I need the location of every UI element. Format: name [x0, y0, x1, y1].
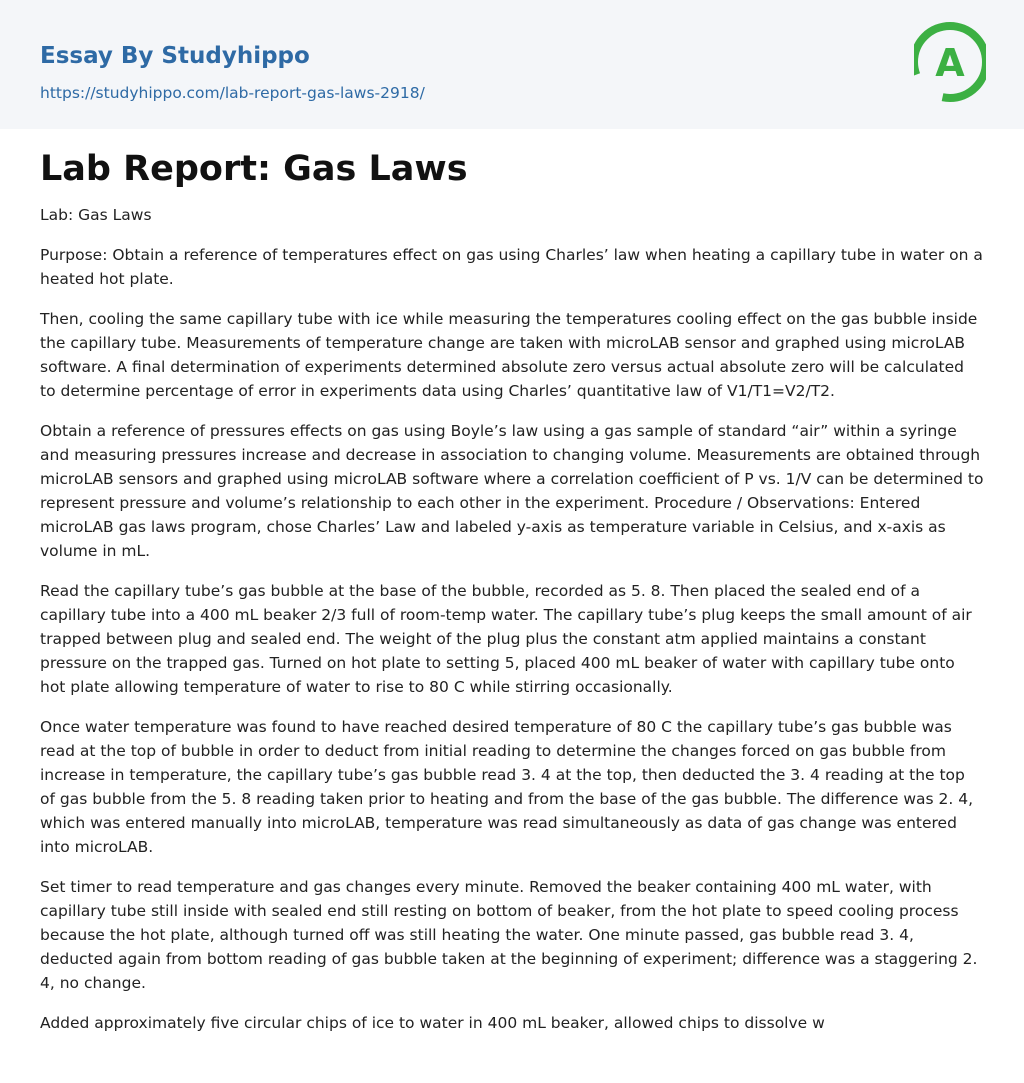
article-body [0, 129, 1024, 1035]
paragraph-timer: Set timer to read temperature and gas changes every minute. Removed the beaker containing 400 mL water, with capillary tube still inside with sealed end still resting on bottom of beaker, from the hot plate to speed cooling process because the hot plate, although turned off was still heating the water. One minute passed, gas bubble read 3. 4, deducted again from bottom reading of gas bubble taken at the beginning of experiment; difference was a staggering 2. 4, no change. [40, 878, 978, 992]
paragraph-boyles-law: Obtain a reference of pressures effects on gas using Boyle’s law using a gas sample of standard “air” within a syringe and measuring pressures increase and decrease in association to changing volume. Measurements are obtained through microLAB sensors and graphed using microLAB software where a correlation coefficient of P vs. 1/V can be determined to represent pressure and volume’s relationship to each other in the experiment. Procedure / Observations: Entered microLAB gas laws program, chose Charles’ Law and labeled y-axis as temperature variable in Celsius, and x-axis as volume in mL. [40, 422, 984, 560]
paragraph-purpose: Purpose: Obtain a reference of temperatures effect on gas using Charles’ law when heating a capillary tube in water on a heated hot plate. [40, 246, 983, 288]
source-url-link[interactable]: https://studyhippo.com/lab-report-gas-laws-2918/ [40, 84, 425, 102]
article-subtitle: Lab: Gas Laws [40, 206, 152, 224]
page-title: Lab Report: Gas Laws [40, 149, 468, 189]
paragraph-cooling: Then, cooling the same capillary tube with ice while measuring the temperatures cooling effect on the gas bubble inside the capillary tube. Measurements of temperature change are taken with microLAB sensor and graphed using microLAB software. A final determination of experiments determined absolute zero versus actual absolute zero will be calculated to determine percentage of error in experiments data using Charles’ quantitative law of V1/T1=V2/T2. [40, 310, 978, 400]
paragraph-capillary-tube: Read the capillary tube’s gas bubble at the base of the bubble, recorded as 5. 8. Then placed the sealed end of a capillary tube into a 400 mL beaker 2/3 full of room-temp water. The capillary tube’s plug keeps the small amount of air trapped between plug and sealed end. The weight of the plug plus the constant atm applied maintains a constant pressure on the trapped gas. Turned on hot plate to setting 5, placed 400 mL beaker of water with capillary tube onto hot plate allowing temperature of water to rise to 80 C while stirring occasionally. [40, 582, 972, 696]
site-header [0, 0, 1024, 129]
paragraph-heating-reading: Once water temperature was found to have reached desired temperature of 80 C the capillary tube’s gas bubble was read at the top of bubble in order to deduct from initial reading to determine the changes forced on gas bubble from increase in temperature, the capillary tube’s gas bubble read 3. 4 at the top, then deducted the 3. 4 reading at the top of gas bubble from the 5. 8 reading taken prior to heating and from the base of the gas bubble. The difference was 2. 4, which was entered manually into microLAB, temperature was read simultaneously as data of gas change was entered into microLAB. [40, 718, 973, 856]
studyhippo-a-logo-icon[interactable] [914, 18, 986, 106]
brand-title: Essay By Studyhippo [40, 43, 310, 69]
logo-letter: A [935, 41, 965, 85]
paragraph-ice: Added approximately five circular chips of ice to water in 400 mL beaker, allowed chips to dissolve w [40, 1014, 825, 1032]
